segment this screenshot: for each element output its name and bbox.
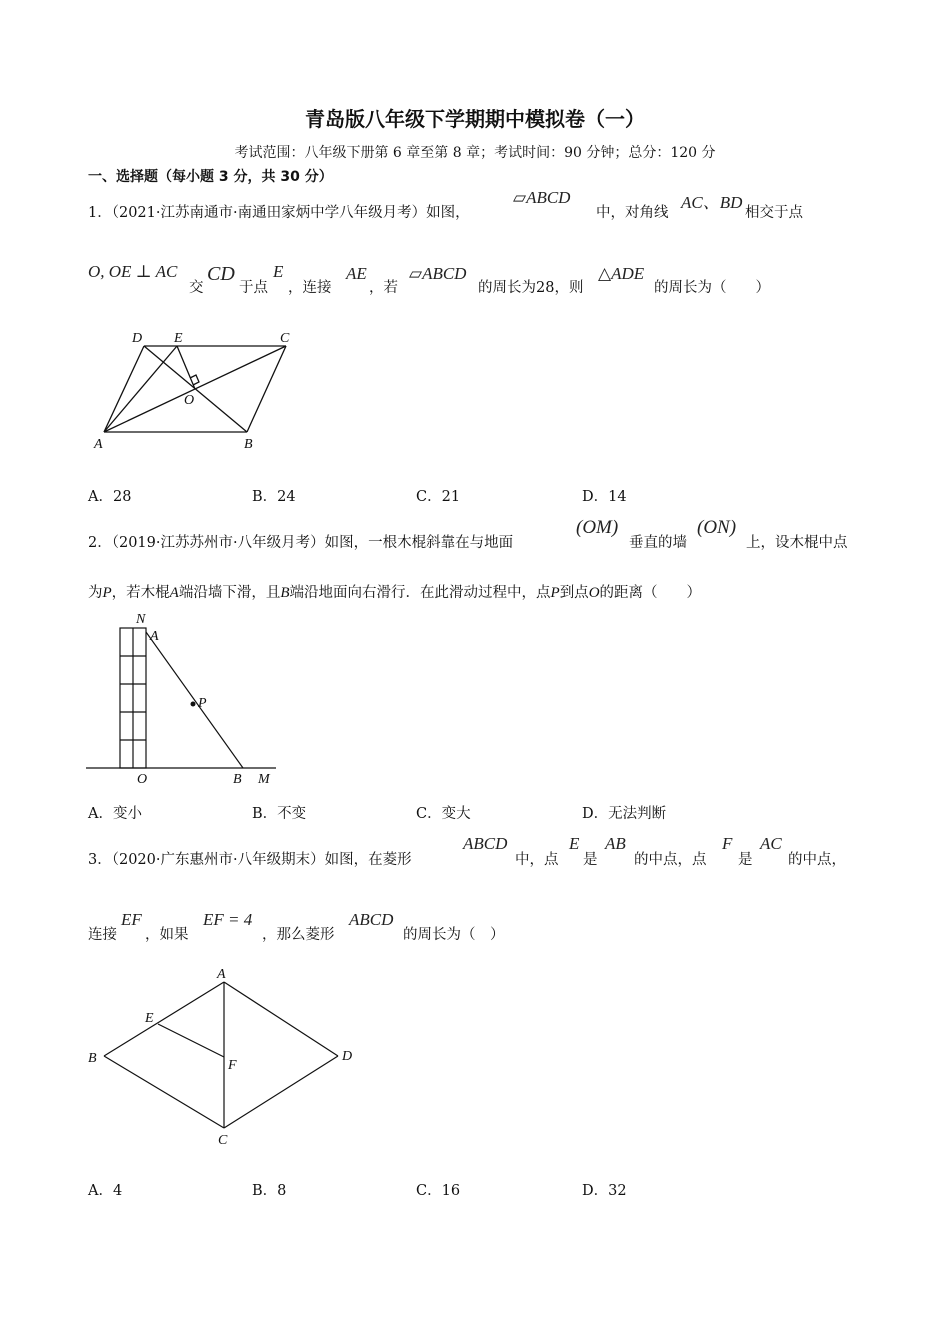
side-DA [224, 982, 338, 1056]
question-text: ，若木棍 [111, 585, 170, 601]
label-B: B [233, 772, 242, 787]
math-expression: (ON) [697, 517, 737, 538]
label-E: E [145, 1011, 154, 1026]
label-B: B [244, 437, 253, 452]
question-source: （2021·江苏南通市·南通田家炳中学八年级月考）如图， [111, 205, 470, 221]
option-d[interactable]: D．无法判断 [582, 806, 667, 822]
math-expression: O [588, 585, 600, 601]
option-d[interactable]: D．14 [582, 489, 627, 505]
math-expression: ▱ABCD [409, 264, 467, 283]
question-text: 是 [583, 852, 598, 868]
math-expression: EF [121, 910, 142, 929]
question-text: ，那么菱形 [262, 927, 335, 943]
label-C: C [218, 1133, 228, 1148]
math-expression: F [722, 834, 733, 853]
question-3-line-1 [88, 850, 412, 870]
question-text: 于点 [239, 280, 268, 296]
math-expression: A [169, 585, 179, 601]
label-B: B [88, 1051, 97, 1066]
side-BC [104, 1056, 224, 1128]
question-text: 相交于点 [745, 205, 803, 221]
ladder-wall-figure [80, 608, 290, 788]
math-expression: O, OE ⊥ AC [88, 262, 178, 281]
math-expression: (OM) [576, 517, 619, 538]
math-expression: AB [605, 834, 626, 853]
label-A: A [94, 437, 103, 452]
math-expression: AC [760, 834, 782, 853]
segment-AE [104, 346, 177, 432]
math-expression: EF = 4 [203, 910, 253, 929]
question-text: 的周长为（ ） [403, 927, 505, 943]
math-expression: AE [346, 264, 367, 283]
question-text: 的周长为28，则 [478, 280, 584, 296]
question-text: ，若 [369, 280, 398, 296]
option-c[interactable]: C．变大 [416, 806, 471, 822]
math-expression: ABCD [349, 910, 394, 929]
math-expression: ABCD [463, 834, 508, 853]
question-text: ，连接 [288, 280, 332, 296]
question-text: 端沿地面向右滑行．在此滑动过程中，点 [289, 585, 551, 601]
math-expression: E [273, 262, 284, 281]
question-2-line-1 [88, 533, 513, 553]
parallelogram-figure [80, 322, 310, 457]
option-a[interactable]: A．28 [88, 489, 132, 505]
question-number: 2． [88, 535, 112, 551]
side-AD [104, 346, 144, 432]
option-c[interactable]: C．21 [416, 489, 461, 505]
question-text: 连接 [88, 927, 117, 943]
label-N: N [136, 612, 146, 627]
math-expression: P [550, 585, 560, 601]
segment-EF [158, 1024, 224, 1057]
option-b[interactable]: B．24 [252, 489, 296, 505]
question-text: 中，点 [515, 852, 559, 868]
option-a[interactable]: A．变小 [88, 806, 142, 822]
question-text: 端沿墙下滑，且 [178, 585, 281, 601]
page-title: 青岛版八年级下学期期中模拟卷（一） [305, 107, 645, 131]
label-A: A [217, 967, 226, 982]
math-expression: B [280, 585, 290, 601]
label-D: D [342, 1049, 353, 1064]
question-text: 垂直的墙 [629, 535, 687, 551]
label-O: O [137, 772, 148, 787]
question-text: 交 [189, 280, 204, 296]
label-D: D [132, 331, 143, 346]
section-heading: 一、选择题（每小题 3 分，共 30 分） [88, 169, 333, 185]
exam-info: 考试范围：八年级下册第 6 章至第 8 章；考试时间：90 分钟；总分：120 分 [234, 145, 716, 161]
question-text: 上，设木棍中点 [746, 535, 848, 551]
label-P: P [198, 696, 207, 711]
question-text: 的中点， [788, 852, 846, 868]
side-CD [224, 1056, 338, 1128]
math-expression: CD [207, 263, 235, 285]
question-text: 为 [88, 585, 103, 601]
question-2-line-2 [88, 583, 701, 603]
math-expression: E [569, 834, 580, 853]
question-text: 到点 [559, 585, 589, 601]
math-expression: AC、BD [681, 193, 743, 212]
question-source: （2020·广东惠州市·八年级期末）如图，在菱形 [111, 852, 412, 868]
math-expression: △ADE [598, 264, 645, 283]
label-O: O [184, 393, 195, 408]
label-F: F [228, 1058, 237, 1073]
question-text: 的周长为（ ） [654, 280, 770, 296]
question-text: 的中点，点 [634, 852, 707, 868]
question-text: 中，对角线 [596, 205, 669, 221]
question-number: 1． [88, 205, 112, 221]
rhombus-figure [80, 962, 370, 1152]
question-text: ，如果 [145, 927, 189, 943]
label-C: C [280, 331, 290, 346]
option-d[interactable]: D．32 [582, 1183, 627, 1199]
option-c[interactable]: C．16 [416, 1183, 461, 1199]
question-source: （2019·江苏苏州市·八年级月考）如图，一根木棍斜靠在与地面 [111, 535, 514, 551]
label-M: M [258, 772, 270, 787]
question-text: 是 [738, 852, 753, 868]
question-text: 的距离（ ） [599, 585, 702, 601]
question-1-line-1 [88, 203, 470, 223]
point-P [191, 702, 196, 707]
math-expression: ▱ABCD [513, 188, 571, 207]
math-expression: P [102, 585, 112, 601]
segment-EO [177, 346, 195, 389]
question-number: 3． [88, 852, 112, 868]
stick-AB [146, 632, 243, 768]
option-b[interactable]: B．8 [252, 1183, 287, 1199]
label-A: A [150, 629, 159, 644]
option-a[interactable]: A．4 [88, 1183, 123, 1199]
side-CB [247, 346, 286, 432]
label-E: E [174, 331, 183, 346]
option-b[interactable]: B．不变 [252, 806, 307, 822]
diagonal-DB [144, 346, 247, 432]
side-AB [104, 982, 224, 1056]
